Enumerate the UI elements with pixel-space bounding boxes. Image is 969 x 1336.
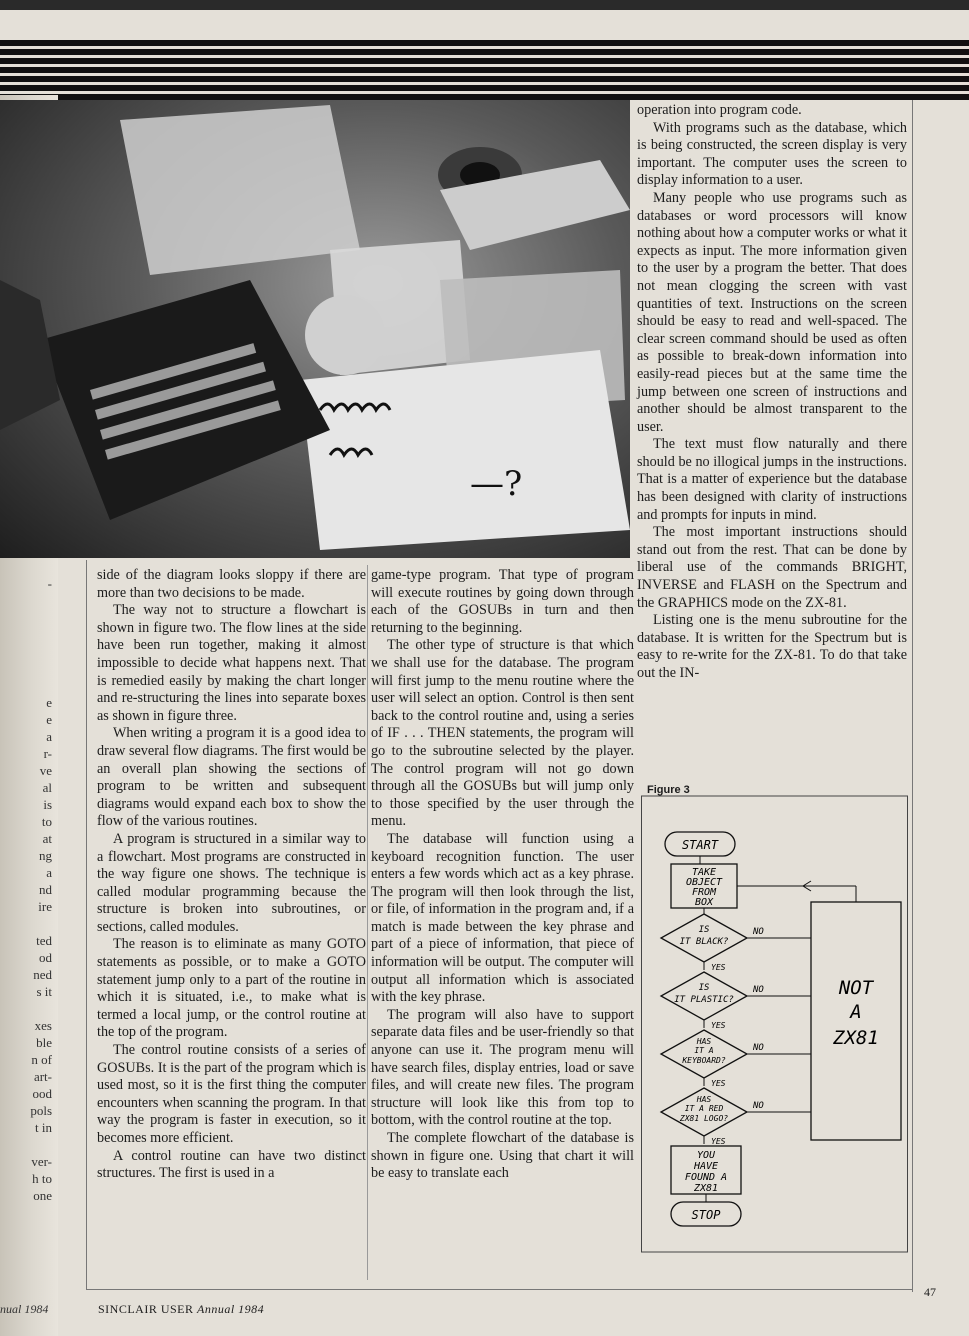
prev-page-fragment: ire	[38, 899, 52, 914]
prev-page-fragment: one	[33, 1188, 52, 1203]
result-line-2: HAVE	[693, 1161, 719, 1172]
footer-magazine: SINCLAIR USER	[98, 1302, 194, 1316]
prev-page-fragment	[2, 1136, 52, 1153]
result-line-4: ZX81	[693, 1183, 719, 1194]
prev-page-fragment	[2, 592, 52, 609]
prev-page-fragment: ood	[32, 1086, 52, 1101]
paragraph: When writing a program it is a good idea to draw several flow diagrams. The first would be an overall plan showing the sections of program to be written and subsequent diagrams would expand each box to show the flow of the various routines.	[97, 725, 366, 830]
prev-page-fragment: to	[41, 814, 52, 829]
not-line-2: A	[850, 1001, 862, 1023]
paragraph: With programs such as the database, which is being constructed, the screen display is very important. The computer uses the screen to display information to a user.	[637, 119, 907, 189]
paragraph: The program will also have to support separate data files and be user-friendly so that anyone can use it. The program menu will have search files, display entries, load or save files, and will create new files. The program structure will look like this from top to bottom, with the control routine at the top.	[371, 1006, 634, 1129]
photo-question-mark: —?	[470, 464, 523, 504]
no-label-2: NO	[753, 985, 764, 995]
prev-page-fragment: -	[47, 576, 52, 591]
prev-page-fragment	[2, 643, 52, 660]
paragraph: The way not to structure a flowchart is shown in figure two. The flow lines at the side have been run together, making it almost impossible to decide what happens next. That is remedied easily by making the chart longer and re-structuring the lines into separate boxes as shown in figure three.	[97, 602, 366, 724]
prev-page-fragment: ted	[36, 933, 52, 948]
article-photo	[0, 100, 630, 558]
start-text: START	[681, 838, 719, 852]
prev-page-fragment	[2, 609, 52, 626]
no-label-1: NO	[753, 927, 764, 937]
decision1-line-2: IT BLACK?	[679, 937, 729, 947]
process-line-2: OBJECT	[685, 877, 723, 888]
prev-page-fragment: pols	[30, 1103, 52, 1118]
not-line-3: ZX81	[833, 1027, 879, 1049]
process-line-3: FROM	[691, 887, 717, 898]
paragraph: The control routine consists of a series of GOSUBs. It is the part of the program which is used most, so it is the first thing the computer encounters when scanning the program. In that way the program is faster in execution, so it becomes more efficient.	[97, 1042, 366, 1146]
frame-bottom-rule	[86, 1289, 912, 1290]
paragraph: A program is structured in a similar way to a flowchart. Most programs are constructed in the way figure one shows. The technique is called modular programming because the structure is broken into subroutines, or sections, called modules.	[97, 830, 366, 935]
prev-page-fragment	[2, 677, 52, 694]
decision4-line-1: HAS	[696, 1095, 712, 1104]
paragraph: The database will function using a keyboard recognition function. The user enters a few words which act as a key phrase. The program will then look through the list, or file, of information in the program and, if a match is made between the key phrase and part of a piece of information, that piece of information will be output. The computer will output all information which is associated with the key phrase.	[371, 830, 634, 1006]
yes-label-1: YES	[711, 963, 726, 972]
paragraph: side of the diagram looks sloppy if there are more than two decisions to be made.	[97, 567, 366, 601]
paragraph: Listing one is the menu subroutine for the database. It is written for the Spectrum but is easy to re-write for the ZX-81. To do that take out the IN-	[637, 612, 907, 681]
paragraph: game-type program. That type of program will execute routines by going down through each of the GOSUBs in turn and then returning to the beginning.	[371, 567, 634, 636]
frame-left-rule	[86, 560, 87, 1290]
prev-page-fragment: ble	[36, 1035, 52, 1050]
paragraph: The reason is to eliminate as many GOTO statements as possible, or to make a GOTO statement jump only to a part of the routine in which it is situated, i.e., to make what is termed a local jump, or the control routine at the top of the program.	[97, 936, 366, 1041]
process-line-4: BOX	[694, 897, 714, 908]
prev-page-fragment: al	[42, 780, 52, 795]
previous-page-footer: nual 1984	[0, 1302, 49, 1316]
flowchart-svg	[641, 782, 908, 1254]
frame-right-rule	[912, 100, 913, 1292]
not-line-1: NOT	[838, 977, 874, 999]
prev-page-fragment	[2, 660, 52, 677]
no-label-3: NO	[753, 1043, 764, 1053]
prev-page-fragment: a	[46, 729, 52, 744]
figure-3-flowchart	[641, 782, 908, 1254]
decision4-line-3: ZX81 LOGO?	[679, 1114, 729, 1123]
prev-page-fragment	[2, 626, 52, 643]
prev-page-fragment: ned	[33, 967, 52, 982]
column-divider	[367, 565, 368, 1280]
figure-label: Figure 3	[647, 784, 690, 796]
prev-page-fragment: nd	[39, 882, 52, 897]
paragraph: The text must flow naturally and there should be no illogical jumps in the instructions. That is a matter of experience but the database has been designed with clarity of instructions and prompts for inputs in mind.	[637, 436, 907, 523]
paragraph: operation into program code.	[637, 102, 802, 118]
decision1-line-1: IS	[698, 925, 710, 935]
text-column-2	[371, 567, 634, 1183]
decision4-line-2: IT A RED	[684, 1104, 724, 1113]
prev-page-fragment: e	[46, 695, 52, 710]
prev-page-fragment: ve	[39, 763, 52, 778]
paragraph: Many people who use programs such as databases or word processors will know nothing about how a computer works or what it expects as input. The more information given to the user by a program the better. That does not mean clogging the screen with vast quantities of text. Instructions on the screen should be easy to read and well-spaced. The clear screen command should be used as often as possible to break-down information into easily-read pieces but at the same time the jump between one screen of instructions and another should be almost transparent to the user.	[637, 189, 907, 435]
prev-page-fragment: e	[46, 712, 52, 727]
text-column-1	[97, 567, 366, 1183]
prev-page-fragment: art-	[33, 1069, 52, 1084]
no-label-4: NO	[753, 1101, 764, 1111]
yes-label-2: YES	[711, 1021, 726, 1030]
prev-page-fragment: ng	[39, 848, 52, 863]
prev-page-fragment: is	[43, 797, 52, 812]
footer-annual: Annual 1984	[197, 1302, 265, 1316]
yes-label-4: YES	[711, 1137, 726, 1146]
previous-page-text-fragments	[2, 575, 52, 1204]
right-text-column	[637, 102, 907, 683]
process-line-1: TAKE	[691, 867, 717, 878]
prev-page-fragment: n of	[31, 1052, 52, 1067]
prev-page-fragment: ver-	[31, 1154, 52, 1169]
prev-page-fragment	[2, 1000, 52, 1017]
page-number: 47	[924, 1285, 936, 1299]
result-line-3: FOUND A	[684, 1172, 728, 1183]
prev-page-fragment	[2, 915, 52, 932]
prev-page-fragment: od	[39, 950, 52, 965]
prev-page-fragment: a	[46, 865, 52, 880]
yes-label-3: YES	[711, 1079, 726, 1088]
stop-text: STOP	[691, 1208, 721, 1222]
result-line-1: YOU	[696, 1150, 716, 1161]
prev-page-fragment: xes	[34, 1018, 52, 1033]
prev-page-fragment: s it	[36, 984, 52, 999]
header-stripes	[0, 40, 969, 102]
prev-page-fragment: t in	[35, 1120, 52, 1135]
page-footer	[98, 1302, 264, 1317]
paragraph: The other type of structure is that which we shall use for the database. The program will first jump to the menu routine where the user will select an option. Control is then sent back to the control routine and, using a series of IF . . . THEN statements, the program will go to the subroutine selected by the player. The control program will not go down through all the GOSUBs but will jump only to those specified by the user through the menu.	[371, 637, 634, 830]
top-edge-band	[0, 0, 969, 10]
prev-page-fragment: h to	[32, 1171, 52, 1186]
decision3-line-3: KEYBOARD?	[682, 1056, 726, 1065]
decision3-line-2: IT A	[694, 1046, 714, 1055]
paragraph: The most important instructions should stand out from the rest. That can be done by liberal use of the commands BRIGHT, INVERSE and FLASH on the Spectrum and the GRAPHICS mode on the ZX-81.	[637, 524, 907, 611]
decision2-line-1: IS	[698, 983, 710, 993]
prev-page-fragment: at	[42, 831, 52, 846]
paragraph: A control routine can have two distinct structures. The first is used in a	[97, 1147, 366, 1182]
decision3-line-1: HAS	[696, 1037, 712, 1046]
photo-illustration	[0, 100, 630, 558]
paragraph: The complete flowchart of the database is shown in figure one. Using that chart it will be easy to translate each	[371, 1130, 634, 1182]
decision2-line-2: IT PLASTIC?	[674, 995, 734, 1005]
prev-page-fragment: r-	[43, 746, 52, 761]
